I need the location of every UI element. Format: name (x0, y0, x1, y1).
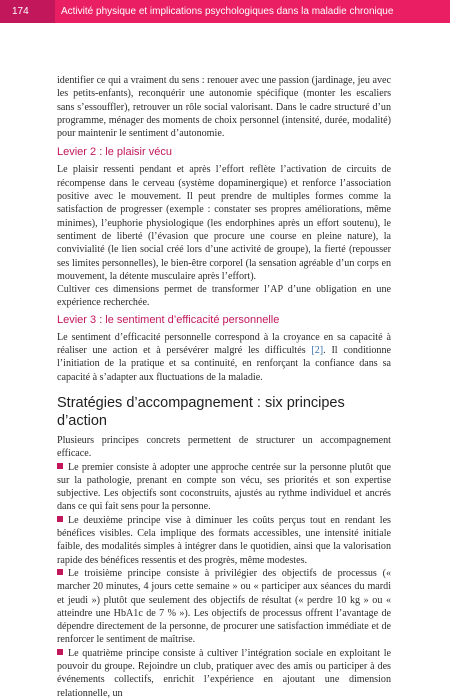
principle-4 (57, 647, 391, 700)
running-header (0, 0, 450, 23)
running-title: Activité physique et implications psychologiques dans la maladie chronique (55, 0, 450, 23)
section-heading: Stratégies d’accompagnement : six principes d’action (57, 394, 345, 429)
principle-2 (57, 514, 391, 567)
lever-3-paragraph (57, 331, 391, 384)
principle-3 (57, 567, 391, 647)
page-number: 174 (0, 0, 55, 23)
lever-2-paragraph-2: Cultiver ces dimensions permet de transformer l’AP d’une obligation en une expérience recherchée. (57, 284, 391, 309)
principle-1-text: Le premier consiste à adopter une approche centrée sur la personne plutôt que sur la pathologie, prenant en compte son vécu, ses priorités et son expertise subjective. Les objectifs sont coconstruits, ajustés au rythme individuel et ancrés dans ce qui fait sens pour la personne. (57, 461, 391, 513)
intro-paragraph: identifier ce qui a vraiment du sens : renouer avec une passion (jardinage, jeu avec les petits-enfants), reconquérir une autonomie spécifique (monter les escaliers sans s’essouffler), retrouver un rôle social valorisant. Dans le cadre structuré d’un programme, ménager des moments de choix personnel (intensité, durée, modalité) pour maintenir le sentiment d’autonomie. (57, 75, 391, 140)
square-bullet-icon (57, 569, 63, 575)
lever-3-text-before: Le sentiment d’efficacité personnelle correspond à la croyance en sa capacité à réaliser une action et à persévérer malgré les difficultés (57, 331, 391, 357)
principle-1 (57, 461, 391, 514)
page-body (57, 74, 391, 700)
lever-2-paragraph: Le plaisir ressenti pendant et après l’effort reflète l’activation de circuits de récompense dans le cerveau (système dopaminergique) et renforce l’association positive avec le mouvement. Il peut prendre de multiples formes comme la satisfaction de progresser (exemple : constater ses propres améliorations, même minimes), l’euphorie physiologique (les endorphines après un effort soutenu), le sentiment de liberté (l’évasion que procure une course en pleine nature), la convivialité (le lien social créé lors d’une activité de groupe), la fierté (repousser ses limites personnelles), le bien-être corporel (la sensation agréable d’un corps en mouvement, la détente musculaire après l’effort). (57, 164, 391, 282)
principle-2-text: Le deuxième principe vise à diminuer les coûts perçus tout en rendant les bénéfices visibles. Cela implique des formats accessibles, une intensité initiale faible, des modalités simples à intégrer dans le quotidien, ainsi que la valorisation rapide des bénéfices ressentis et des progrès, même modestes. (57, 514, 391, 566)
lever-3-heading: Levier 3 : le sentiment d’efficacité personnelle (57, 313, 280, 326)
square-bullet-icon (57, 516, 63, 522)
square-bullet-icon (57, 649, 63, 655)
principle-4-text: Le quatrième principe consiste à cultiver l’intégration sociale en exploitant le pouvoir du groupe. Rejoindre un club, pratiquer avec des amis ou participer à des événements collectifs, enrichit l’expérience en ajoutant une dimension relationnelle, un (57, 647, 391, 699)
square-bullet-icon (57, 463, 63, 469)
citation-link[interactable]: [2] (311, 345, 324, 357)
principle-3-text: Le troisième principe consiste à privilégier des objectifs de processus (« marcher 20 minutes, 4 jours cette semaine » ou « participer aux séances du mardi et jeudi ») plutôt que seulement des objectifs de résultat (« perdre 10 kg » ou « atteindre une HbA1c de 7 % »). Les objectifs de processus offrent l’avantage de dépendre directement de la personne, de procurer une satisfaction immédiate et de renforcer le sentiment de maîtrise. (57, 567, 391, 646)
section-intro: Plusieurs principes concrets permettent de structurer un accompagnement efficace. (57, 434, 391, 460)
lever-3-text-after: . Il conditionne l’initiation de la pratique et sa continuité, en renforçant la confiance dans sa capacité à s’adapter aux fluctuations de la maladie. (57, 345, 391, 383)
lever-2-heading: Levier 2 : le plaisir vécu (57, 146, 172, 159)
